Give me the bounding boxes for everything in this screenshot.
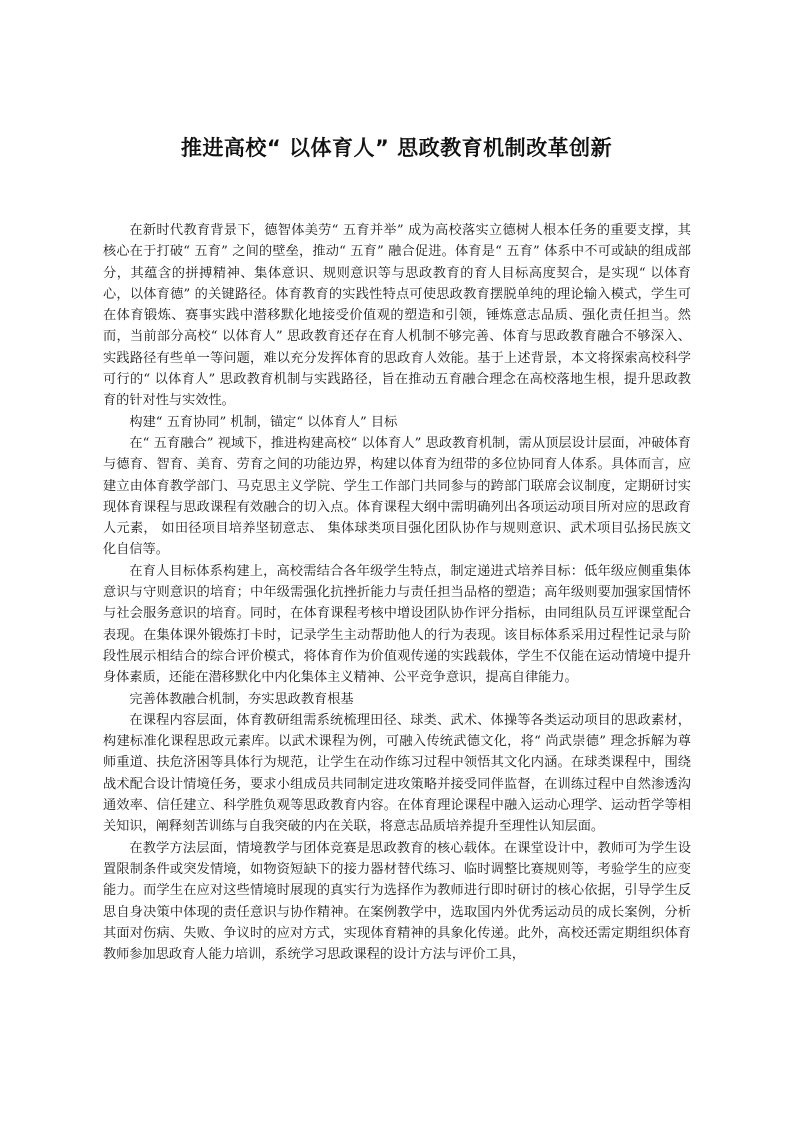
intro-paragraph: 在新时代教育背景下，德智体美劳“ 五育并举” 成为高校落实立德树人根本任务的重要支撑，其核心在于打破“ 五育” 之间的壁垒，推动“ 五育” 融合促进。体育是“ 五育” 体系中不可或缺的组成部分，其蕴含的拼搏精神、集体意识、规则意识等与思政教育的育人目标高度契合，是实现“ 以体育心，以体育德” 的关键路径。体育教育的实践性特点可使思政教育摆脱单纯的理论输入模式，学生可在体育锻炼、赛事实践中潜移默化地接受价值观的塑造和引领，锤炼意志品质、强化责任担当。然而，当前部分高校“ 以体育人” 思政教育还存在育人机制不够完善、体育与思政教育融合不够深入、实践路径有些单一等问题，难以充分发挥体育的思政育人效能。基于上述背景，本文将探索高校科学可行的“ 以体育人” 思政教育机制与实践路径，旨在推动五育融合理念在高校落地生根，提升思政教育的针对性与实效性。	[103, 223, 691, 409]
section-heading-2: 完善体教融合机制，夯实思政教育根基	[129, 691, 354, 707]
document-body	[103, 220, 691, 965]
document-title: 推进高校“ 以体育人” 思政教育机制改革创新	[180, 136, 613, 160]
body-paragraph: 在“ 五育融合” 视域下，推进构建高校“ 以体育人” 思政教育机制，需从顶层设计层面，冲破体育与德育、智育、美育、劳育之间的功能边界，构建以体育为纽带的多位协同育人体系。具体而言，应建立由体育教学部门、马克思主义学院、学生工作部门共同参与的跨部门联席会议制度，定期研讨实现体育课程与思政课程有效融合的切入点。体育课程大纲中需明确列出各项运动项目所对应的思政育人元素， 如田径项目培养坚韧意志、 集体球类项目强化团队协作与规则意识、武术项目弘扬民族文化自信等。	[103, 435, 691, 558]
body-paragraph: 在课程内容层面，体育教研组需系统梳理田径、球类、武术、体操等各类运动项目的思政素材，构建标准化课程思政元素库。以武术课程为例，可融入传统武德文化，将“ 尚武崇德” 理念拆解为尊师重道、扶危济困等具体行为规范，让学生在动作练习过程中领悟其文化内涵。在球类课程中，围绕战术配合设计情境任务，要求小组成员共同制定进攻策略并接受同伴监督，在训练过程中自然渗透沟通效率、信任建立、科学胜负观等思政教育内容。在体育理论课程中融入运动心理学、运动哲学等相关知识，阐释刻苦训练与自我突破的内在关联，将意志品质培养提升至理性认知层面。	[103, 712, 691, 835]
body-paragraph: 在育人目标体系构建上，高校需结合各年级学生特点，制定递进式培养目标：低年级应侧重集体意识与守则意识的培育；中年级需强化抗挫折能力与责任担当品格的塑造；高年级则要加强家国情怀与社会服务意识的培育。同时，在体育课程考核中增设团队协作评分指标，由同组队员互评课堂配合表现。在集体课外锻炼打卡时，记录学生主动帮助他人的行为表现。该目标体系采用过程性记录与阶段性展示相结合的综合评价模式，将体育作为价值观传递的实践载体，学生不仅能在运动情境中提升身体素质，还能在潜移默化中内化集体主义精神、公平竞争意识，提高自律能力。	[103, 563, 691, 686]
body-paragraph: 在教学方法层面，情境教学与团体竞赛是思政教育的核心载体。在课堂设计中，教师可为学生设置限制条件或突发情境，如物资短缺下的接力器材替代练习、临时调整比赛规则等，考验学生的应变能力。而学生在应对这些情境时展现的真实行为选择作为教师进行即时研讨的核心依据，引导学生反思自身决策中体现的责任意识与协作精神。在案例教学中，选取国内外优秀运动员的成长案例，分析其面对伤病、失败、争议时的应对方式，实现体育精神的具象化传递。此外，高校还需定期组织体育教师参加思政育人能力培训，系统学习思政课程的设计方法与评价工具，	[103, 840, 691, 963]
section-heading-1: 构建“ 五育协同” 机制，锚定“ 以体育人” 目标	[129, 414, 398, 430]
